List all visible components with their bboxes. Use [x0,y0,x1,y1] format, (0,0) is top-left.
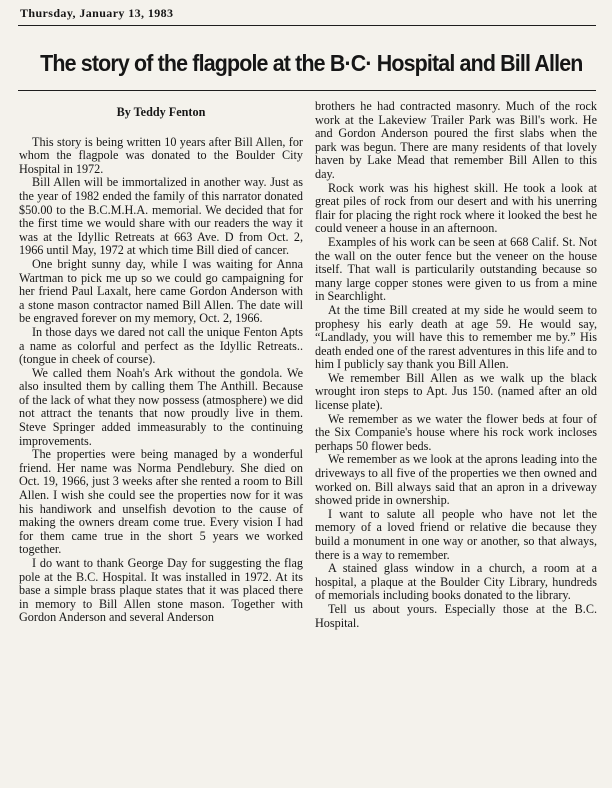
dateline: Thursday, January 13, 1983 [20,6,174,20]
paragraph: Examples of his work can be seen at 668 Calif. St. Not the wall on the outer fence but the veneer on the house itself. That wall is particularily outstanding because so many large copper stones were given to us from a mine in Searchlight. [315,234,597,304]
paragraph: At the time Bill created at my side he would seem to prophesy his early death at age 59. He would say, “Landlady, you will have this to remember me by.” His death ended one of the rarest adventures in this life and to him I publicly say thank you Bill Allen. [315,302,597,372]
paragraph: Bill Allen will be immortalized in another way. Just as the year of 1982 ended the family of this narrator donated $50.00 to the B.C.M.H.A. memorial. We decided that for the first time we would share with our readers the way it was at the Idyllic Retreats at 663 Ave. D from Oct. 2, 1966 until May, 1972 at which time Bill died of cancer. [19,175,303,258]
paragraph: We called them Noah's Ark without the gondola. We also insulted them by calling them The Anthill. Because of the lack of what they now possess (atmosphere) we did not attract the tenants that now proudly live in them. Steve Springer added immeasurably to the continuing improvements. [19,365,303,448]
byline: By Teddy Fenton [116,105,206,119]
paragraph: We remember Bill Allen as we walk up the black wrought iron steps to Apt. Jus 150. (named after an old license plate). [315,370,597,413]
paragraph-continued: brothers he had contracted masonry. Much of the rock work at the Lakeview Trailer Park was Bill's work. He and Gordon Anderson poured the first slabs when the park was begun. There are many residents of that lovely haven by Lake Mead that remember Bill Allen to this day. [315,99,597,181]
paragraph: In those days we dared not call the unique Fenton Apts a name as colorful and perfect as the Idyllic Retreats..(tongue in cheek of course). [19,324,303,367]
paragraph: Tell us about yours. Especially those at the B.C. Hospital. [315,601,597,630]
paragraph: We remember as we look at the aprons leading into the driveways to all five of the properties we then owned and worked on. Bill always said that an apron in a driveway showed pride in ownership. [315,452,597,508]
headline: The story of the flagpole at the B·C· Hospital and Bill Allen [40,50,583,76]
headline-rule [18,90,596,91]
paragraph: We remember as we water the flower beds at four of the Six Companie's house where his rock work incloses perhaps 50 flower beds. [315,411,597,453]
paragraph: This story is being written 10 years after Bill Allen, for whom the flagpole was donated to the Boulder City Hospital in 1972. [19,134,303,176]
paragraph: A stained glass window in a church, a room at a hospital, a plaque at the Boulder City Library, hundreds of memorials including books donated to the library. [315,561,597,603]
paragraph: One bright sunny day, while I was waiting for Anna Wartman to pick me up so we could go campaigning for her friend Paul Laxalt, here came Gordon Anderson with a stone mason contractor named Bill Allen. The date will be engraved forever on my memory, Oct. 2, 1966. [19,256,303,326]
article-column-right [315,100,597,630]
paragraph: Rock work was his highest skill. He took a look at great piles of rock from our desert and with his unerring flair for placing the right rock where it looked the best he could veneer a house in an afternoon. [315,180,597,236]
paragraph: I want to salute all people who have not let the memory of a loved friend or relative die because they build a monument in one way or another, so that always, there is a way to remember. [315,506,597,562]
top-rule [18,25,596,26]
paragraph: I do want to thank George Day for suggesting the flag pole at the B.C. Hospital. It was installed in 1972. At its base a simple brass plaque states that it was placed there in memory to Bill Allen stone mason. Together with Gordon Anderson and several Anderson [19,556,303,625]
paragraph: The properties were being managed by a wonderful friend. Her name was Norma Pendlebury. She died on Oct. 19, 1966, just 3 weeks after she rented a room to Bill Allen. I wish she could see the properties now for it was his handiwork and unselfish devotion to the cause of making the owners dream come true. Every vision I had for them came true in the short 5 years we worked together. [19,447,303,557]
article-column-left [19,100,303,625]
